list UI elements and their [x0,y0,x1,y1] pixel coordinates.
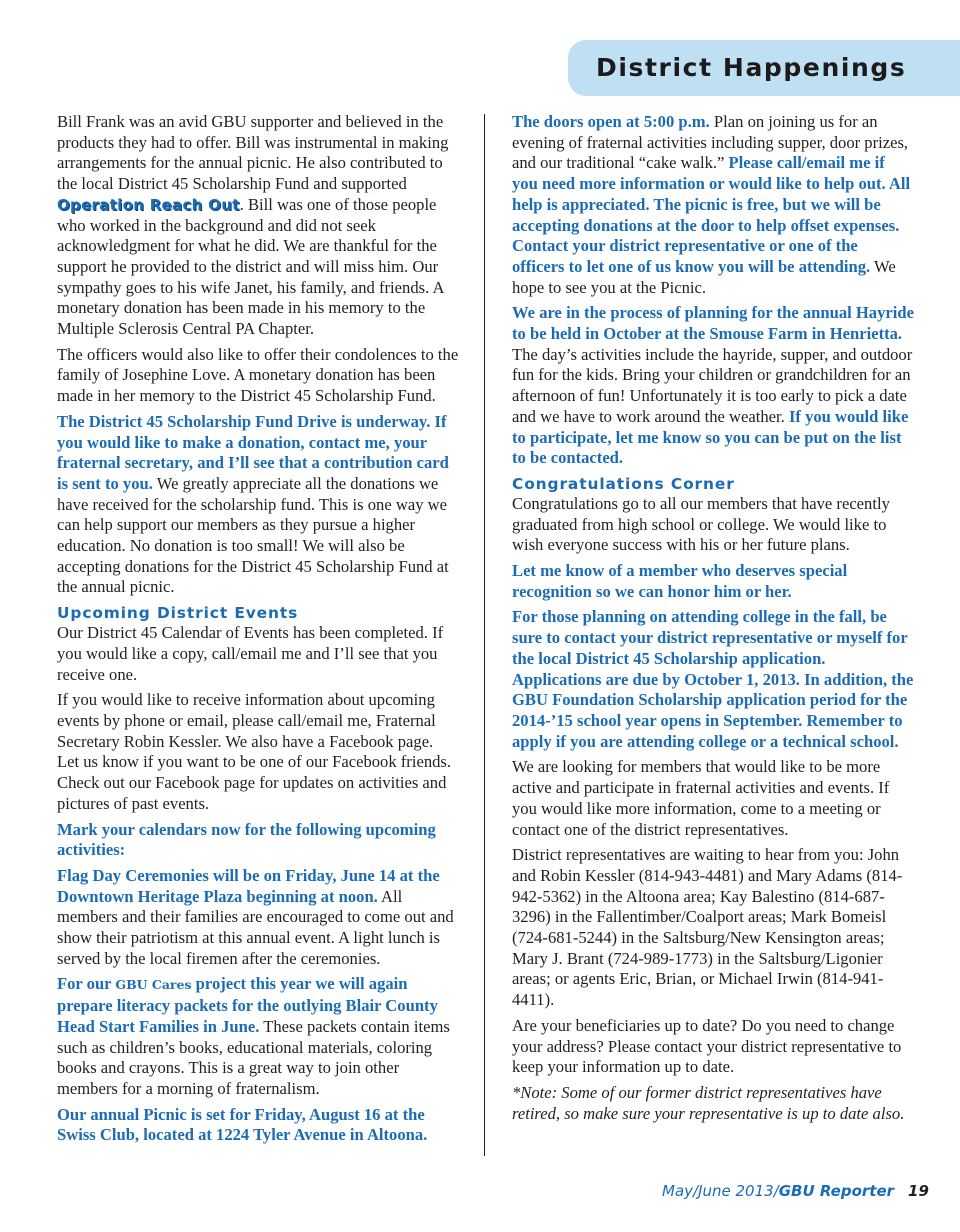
paragraph-college-scholarship: For those planning on attending college in the fall, be sure to contact your district representative or myself for the local District 45 Scholarship application. Applications are due by October 1, 2013. In addition, the GBU Foundation Scholarship application period for the 2014-’15 school year opens in September. Remember to apply if you are attending college or a technical school. [512,607,914,751]
paragraph-condolences: The officers would also like to offer their condolences to the family of Josephine Love. A monetary donation has been made in her memory to the District 45 Scholarship Fund. [57,344,459,406]
footer-issue: May/June 2013/ [662,1182,779,1200]
column-divider [484,114,485,1156]
paragraph-hayride: We are in the process of planning for the annual Hayride to be held in October at the Smouse Farm in Henrietta. The day’s activities include the hayride, supper, and outdoor fun for the kids. Bring your children or grandchildren for an afternoon of fun! Unfortunately it is too early to pick a date and we have to work around the weather. If you would like to participate, let me know so you can be put on the list to be contacted. [512,303,914,468]
paragraph-recognition: Let me know of a member who deserves special recognition so we can honor him or her. [512,561,848,601]
paragraph-mark-calendars: Mark your calendars now for the following upcoming activities: [57,819,436,860]
gbu-cares-logo: GBU Cares [115,977,192,993]
operation-reach-out-logo: Operation Reach Out [57,195,240,214]
subheading-upcoming-events: Upcoming District Events [57,604,299,623]
paragraph-scholarship-drive: The District 45 Scholarship Fund Drive is underway. If you would like to make a donation, contact me, your fraternal secretary, and I’ll see that a contribution card is sent to you. We greatly appreciate all the donations we have received for the scholarship fund. This is one way we can help support our members as they pursue a higher education. No donation is too small! We will also be accepting donations for the District 45 Scholarship Fund at the annual picnic. [57,411,449,597]
page-footer [662,1182,929,1200]
footer-publication: GBU Reporter [778,1182,895,1200]
paragraph-representatives: District representatives are waiting to hear from you: John and Robin Kessler (814-943-4481) and Mary Adams (814-942-5362) in the Altoona area; Kay Balestino (814-687-3296) in the Fallentimber/Coalport areas; Mark Bomeisl (724-681-5244) in the Saltsburg/New Kensington areas; Mary J. Brant (724-989-1773) in the Saltsburg/Ligonier areas; or agents Eric, Brian, or Michael Irwin (814-941-4411). [512,845,903,1010]
paragraph-active-members: We are looking for members that would like to be more active and participate in fraternal activities and events. If you would like more information, come to a meeting or contact one of the district representatives. [512,757,890,839]
paragraph-picnic: Our annual Picnic is set for Friday, August 16 at the Swiss Club, located at 1224 Tyler Avenue in Altoona. [57,1104,428,1145]
paragraph-calendar: Our District 45 Calendar of Events has been completed. If you would like a copy, call/email me and I’ll see that you receive one. [57,623,444,684]
page-number: 19 [908,1182,929,1200]
paragraph-beneficiaries: Are your beneficiaries up to date? Do you need to change your address? Please contact your district representative to keep your information up to date. [512,1015,902,1077]
subheading-congratulations: Congratulations Corner [512,474,735,493]
left-column [57,112,459,1151]
paragraph-gbu-cares: For our GBU Cares project this year we will again prepare literacy packets for the outlying Blair County Head Start Families in June. These packets contain items such as children’s books, educational materials, coloring books and crayons. This is a great way to join other members for a morning of fraternalism. [57,974,450,1098]
paragraph-bill-frank: Bill Frank was an avid GBU supporter and believed in the products they had to offer. Bill was instrumental in making arrangements for the annual picnic. He also contributed to the local District 45 Scholarship Fund and supported Operation Reach Out. Bill was one of those people who worked in the background and did not seek acknowledgment for what he did. We are thankful for the support he provided to the district and will miss him. Our sympathy goes to his wife Janet, his family, and friends. A monetary donation has been made in his memory to the Multiple Sclerosis Central PA Chapter. [57,112,449,339]
paragraph-event-info: If you would like to receive information about upcoming events by phone or email, please call/email me, Fraternal Secretary Robin Kessler. We also have a Facebook page. Let us know if you want to be one of our Facebook friends. Check out our Facebook page for updates on activities and pictures of past events. [57,690,452,813]
section-title: District Happenings [596,53,907,82]
paragraph-graduates: Congratulations go to all our members that have recently graduated from high school or college. We would like to wish everyone success with his or her future plans. [512,493,890,555]
paragraph-flag-day: Flag Day Ceremonies will be on Friday, June 14 at the Downtown Heritage Plaza beginning at noon. All members and their families are encouraged to come out and show their patriotism at this annual event. A light lunch is served by the local firemen after the ceremonies. [57,865,454,968]
paragraph-doors-open: The doors open at 5:00 p.m. Plan on joining us for an evening of fraternal activities including supper, door prizes, and our traditional “cake walk.” Please call/email me if you need more information or would like to help out. All help is appreciated. The picnic is free, but we will be accepting donations at the door to help offset expenses. Contact your district representative or one of the officers to let one of us know you will be attending. We hope to see you at the Picnic. [512,112,911,297]
right-column [512,112,914,1129]
paragraph-note: *Note: Some of our former district representatives have retired, so make sure your representative is up to date also. [512,1082,905,1123]
